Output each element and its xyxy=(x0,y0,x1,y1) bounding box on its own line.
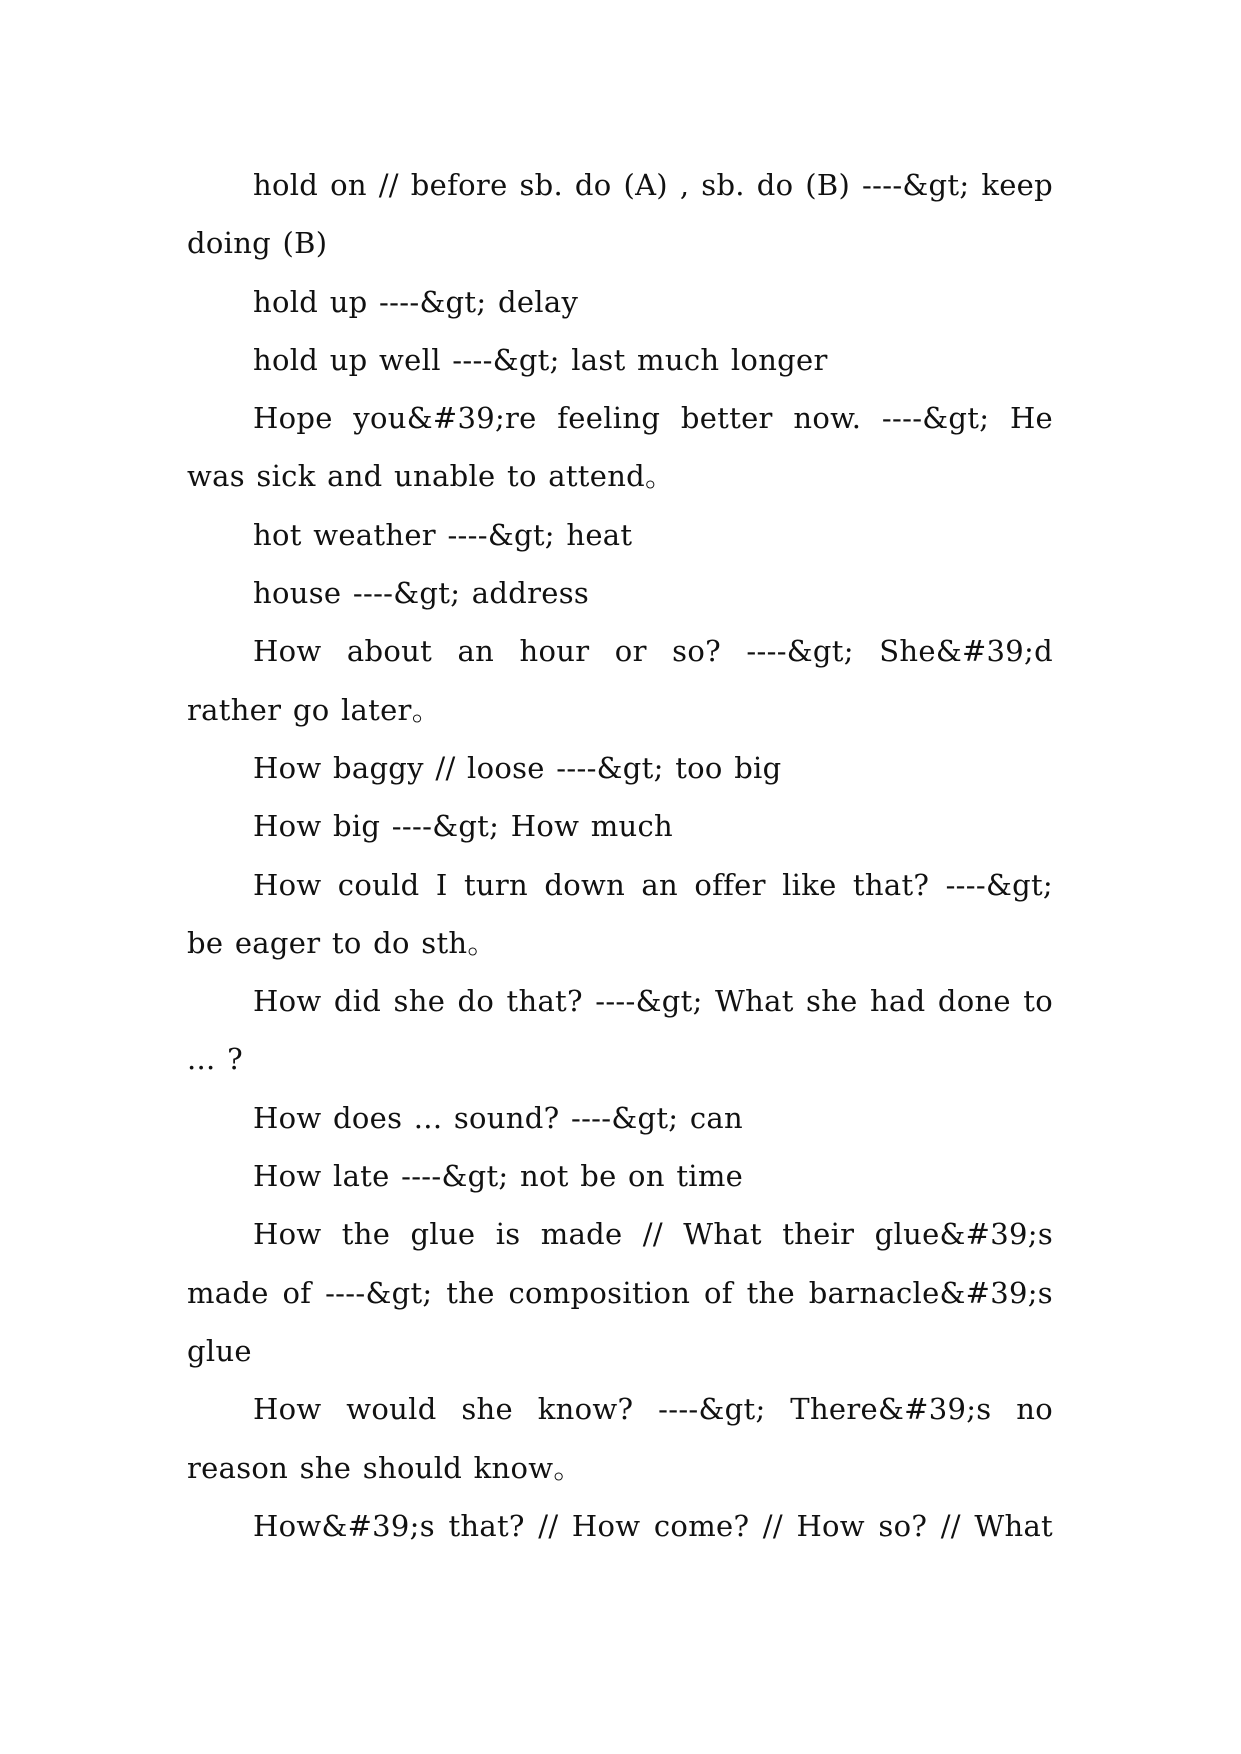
paragraph-how-about-an-hour: How about an hour or so? ----&gt; She&#39;d rather go later。 xyxy=(187,634,1053,727)
paragraph-hold-up: hold up ----&gt; delay xyxy=(253,284,579,319)
paragraph-how-the-glue-is-made: How the glue is made // What their glue&#39;s made of ----&gt; the composition of the barnacle&#39;s glue xyxy=(187,1217,1053,1368)
document-body xyxy=(187,156,1053,1555)
paragraph-hows-that: How&#39;s that? // How come? // How so? // What xyxy=(253,1508,1053,1543)
paragraph-how-did-she-do-that: How did she do that? ----&gt; What she had done to ... ? xyxy=(187,984,1053,1077)
paragraph-how-would-she-know: How would she know? ----&gt; There&#39;s no reason she should know。 xyxy=(187,1392,1053,1485)
paragraph-how-baggy: How baggy // loose ----&gt; too big xyxy=(253,750,782,785)
paragraph-how-late: How late ----&gt; not be on time xyxy=(253,1159,744,1194)
paragraph-hold-on: hold on // before sb. do (A) , sb. do (B) ----&gt; keep doing (B) xyxy=(187,168,1053,261)
paragraph-hot-weather: hot weather ----&gt; heat xyxy=(253,517,633,552)
paragraph-how-could-i-turn-down: How could I turn down an offer like that? ----&gt; be eager to do sth。 xyxy=(187,867,1053,960)
paragraph-hold-up-well: hold up well ----&gt; last much longer xyxy=(253,342,828,377)
paragraph-how-does-sound: How does ... sound? ----&gt; can xyxy=(253,1100,743,1135)
paragraph-hope-you-feeling-better: Hope you&#39;re feeling better now. ----&gt; He was sick and unable to attend。 xyxy=(187,401,1053,494)
paragraph-how-big: How big ----&gt; How much xyxy=(253,809,674,844)
paragraph-house: house ----&gt; address xyxy=(253,576,590,611)
